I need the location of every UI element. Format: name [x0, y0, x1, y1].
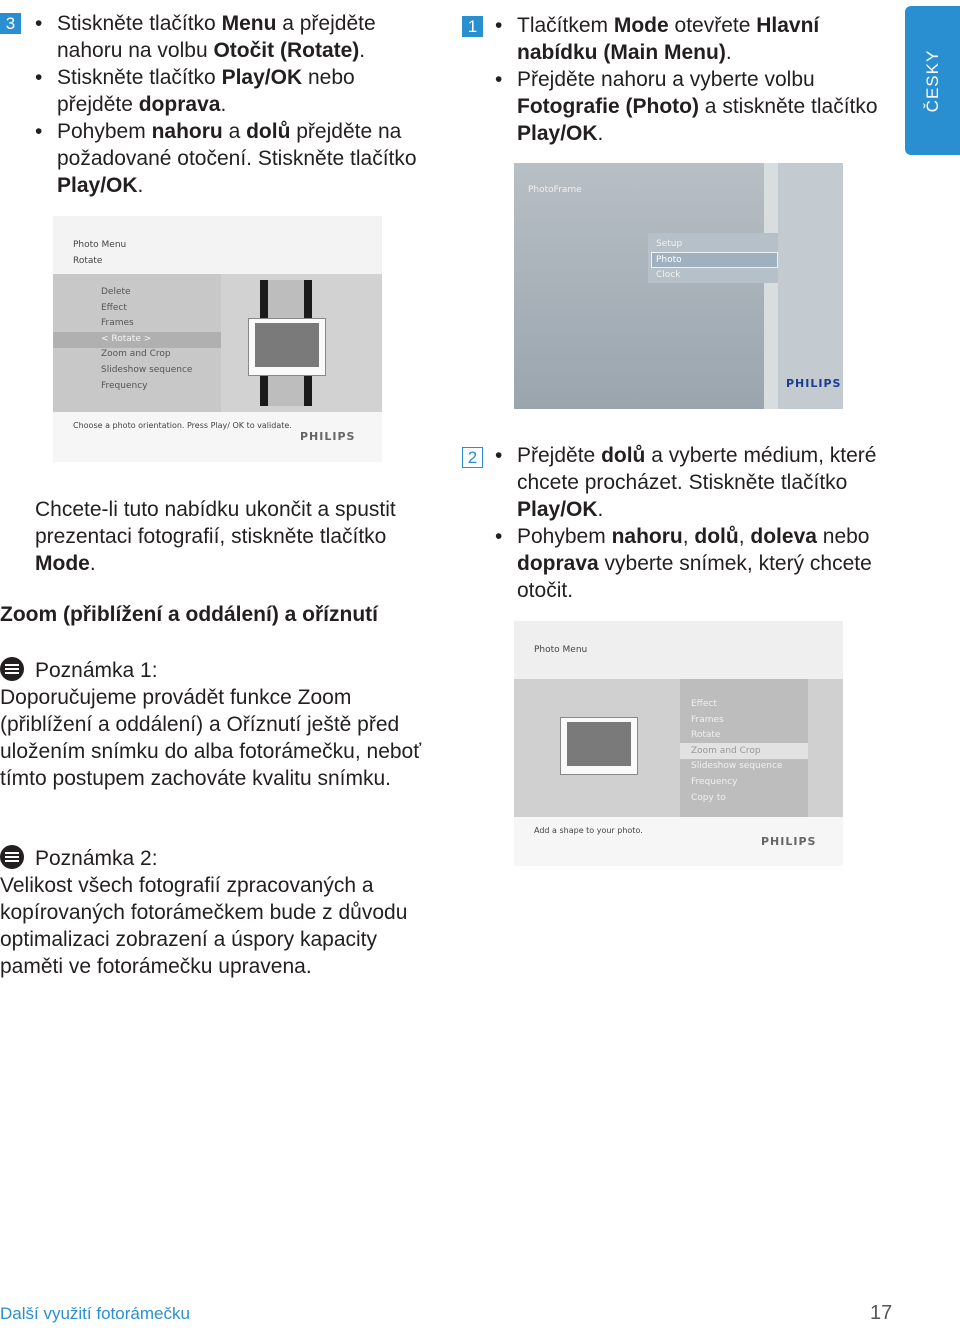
menu-item[interactable]: Effect [101, 302, 127, 313]
menu-item[interactable]: Frequency [691, 777, 738, 787]
menu-item[interactable]: Zoom and Crop [101, 349, 171, 360]
language-tab [905, 6, 960, 155]
note-icon [0, 845, 24, 869]
note-1-body: Doporučujeme provádět funkce Zoom (přiblížení a oddálení) a Oříznutí ještě před uložením snímku do alba fotorámečku, neboť tímto postupem zachováte kvalitu snímku. [0, 686, 422, 790]
menu-item[interactable]: Frames [691, 714, 724, 725]
menu-item[interactable]: Slideshow sequence [691, 761, 783, 772]
step-3-list [35, 10, 435, 199]
zoom-menu-screenshot [514, 621, 843, 866]
menu-item[interactable]: Effect [691, 699, 717, 709]
rotate-screen-subtitle: Rotate [73, 256, 103, 266]
step-3-bullet-3: • Pohybem nahoru a dolů přejděte na požadované otočení. Stiskněte tlačítko Play/OK. [35, 118, 435, 199]
page-number: 17 [870, 1302, 893, 1324]
step-2-bullet-2: • Pohybem nahoru, dolů, doleva nebo doprava vyberte snímek, který chcete otočit. [495, 523, 900, 604]
rotate-screen-title: Photo Menu [73, 240, 127, 250]
zoom-screen-title: Photo Menu [534, 645, 588, 655]
note-icon [0, 657, 24, 681]
step-1-bullet-1: • Tlačítkem Mode otevřete Hlavní nabídku (Main Menu). [495, 12, 900, 66]
main-menu-screenshot [514, 163, 843, 409]
menu-item[interactable]: Delete [101, 287, 131, 297]
note-2-title: Poznámka 2: [35, 847, 158, 870]
section-heading: Zoom (přiblížení a oddálení) a oříznutí [0, 603, 378, 626]
rotate-menu-screenshot [53, 216, 382, 462]
philips-logo: PHILIPS [300, 430, 356, 443]
main-screen-title: PhotoFrame [528, 185, 582, 195]
filmstrip-image [260, 280, 312, 406]
language-label: ČESKY [922, 49, 942, 112]
menu-item[interactable]: Rotate [691, 730, 721, 741]
step-2-badge: 2 [462, 447, 483, 468]
exit-instructions: Chcete-li tuto nabídku ukončit a spustit prezentaci fotografií, stiskněte tlačítko Mode. [35, 498, 396, 575]
menu-item[interactable]: < Rotate > [101, 333, 152, 344]
menu-item[interactable]: Setup [656, 239, 683, 249]
step-2-list [495, 442, 900, 604]
step-1-list [495, 12, 900, 147]
zoom-screen-hint: Add a shape to your photo. [534, 826, 643, 835]
menu-item[interactable]: Copy to [691, 792, 726, 803]
menu-item[interactable]: Clock [656, 270, 681, 281]
menu-item[interactable]: Frames [101, 318, 134, 329]
photo-thumbnail [560, 717, 638, 775]
step-2-bullet-1: • Přejděte dolů a vyberte médium, které chcete procházet. Stiskněte tlačítko Play/OK. [495, 442, 900, 523]
step-3-bullet-2: • Stiskněte tlačítko Play/OK nebo přejděte doprava. [35, 64, 435, 118]
step-1-bullet-2: • Přejděte nahoru a vyberte volbu Fotografie (Photo) a stiskněte tlačítko Play/OK. [495, 66, 900, 147]
note-2-body: Velikost všech fotografií zpracovaných a kopírovaných fotorámečkem bude z důvodu optimalizaci zobrazení a úspory kapacity paměti ve fotorámečku upravena. [0, 874, 408, 978]
step-1-badge: 1 [462, 16, 483, 37]
note-1-title: Poznámka 1: [35, 659, 158, 682]
step-3-badge: 3 [0, 13, 21, 34]
menu-item[interactable]: Zoom and Crop [691, 745, 761, 756]
step-3-bullet-1: • Stiskněte tlačítko Menu a přejděte nahoru na volbu Otočit (Rotate). [35, 10, 435, 64]
philips-logo-zoom: PHILIPS [761, 835, 817, 848]
menu-item[interactable]: Photo [656, 254, 682, 265]
rotate-screen-hint: Choose a photo orientation. Press Play/ OK to validate. [73, 421, 292, 430]
menu-item[interactable]: Slideshow sequence [101, 365, 193, 375]
philips-logo-main: PHILIPS [786, 377, 842, 390]
footer-section-title: Další využití fotorámečku [0, 1304, 190, 1323]
menu-item[interactable]: Frequency [101, 380, 148, 391]
